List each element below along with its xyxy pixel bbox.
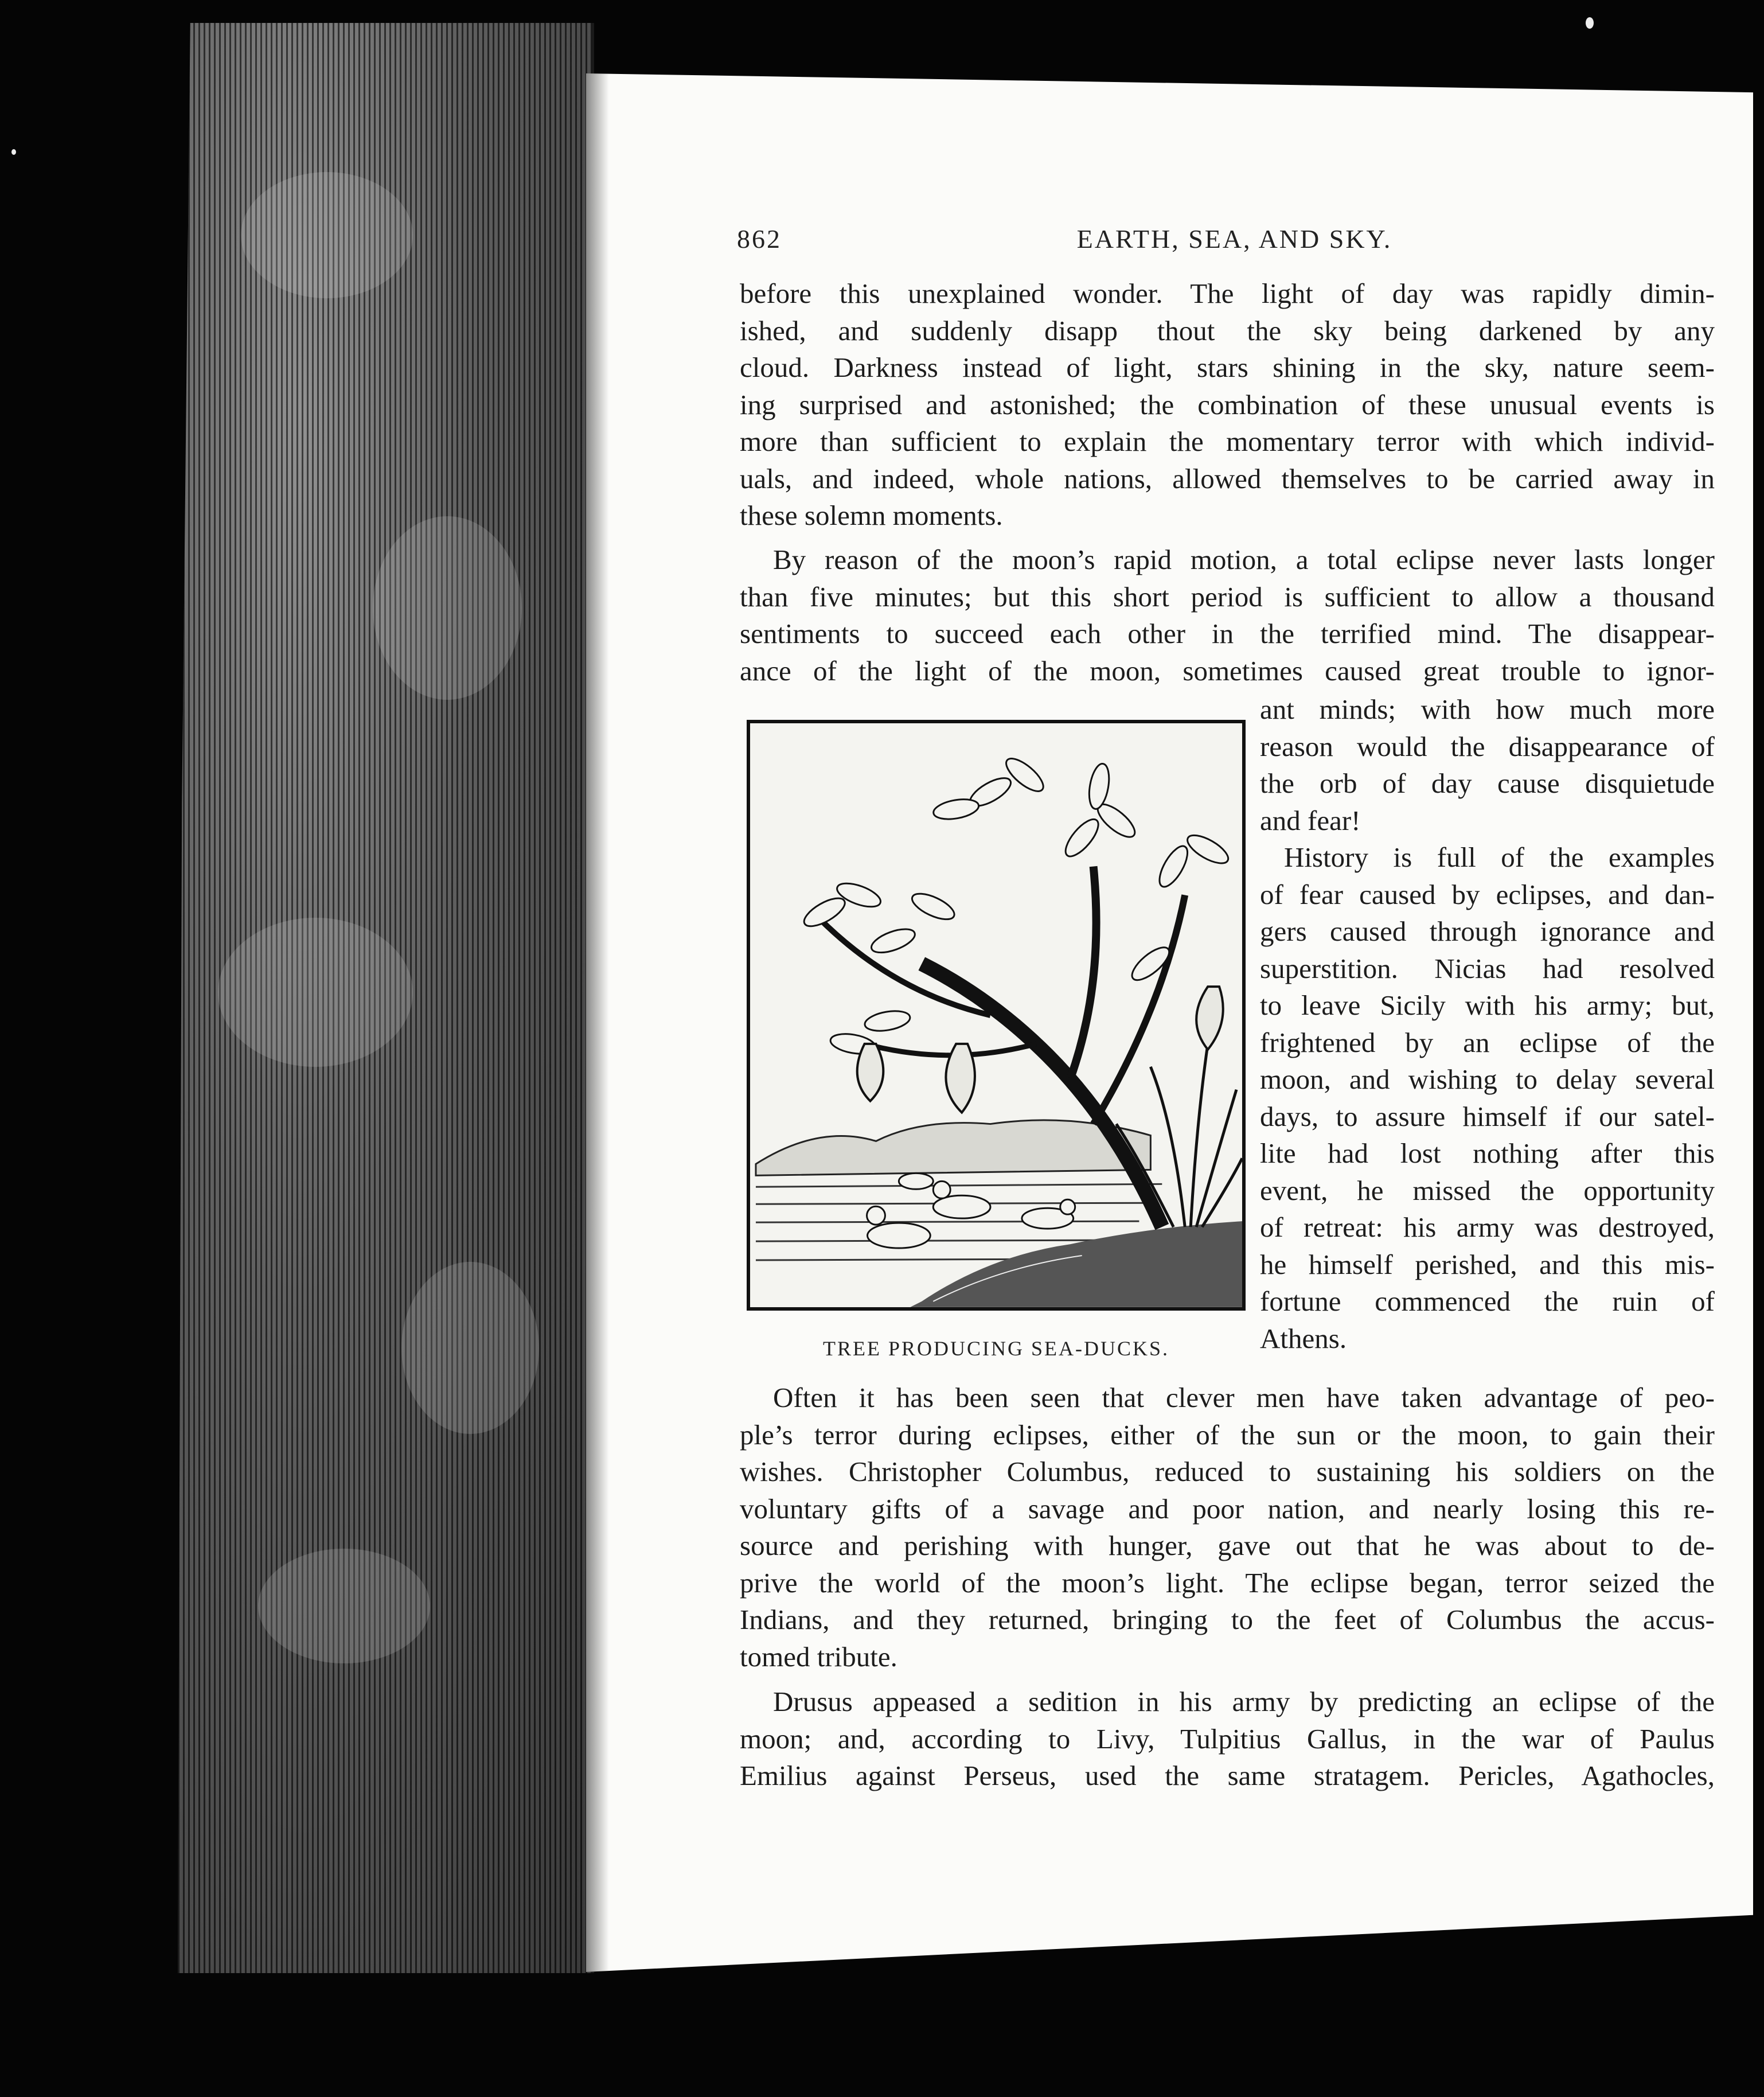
text-line: reason would the disappearance of	[1260, 730, 1715, 762]
text-line: ple’s terror during eclipses, either of the sun or the moon, to gain their	[740, 1418, 1715, 1451]
text-line: ance of the light of the moon, sometimes caused great trouble to ignor-	[740, 654, 1715, 687]
text-line: uals, and indeed, whole nations, allowed themselves to be carried away in	[740, 462, 1715, 494]
text-line: prive the world of the moon’s light. The eclipse began, terror seized the	[740, 1566, 1715, 1599]
text-line: the orb of day cause disquietude	[1260, 767, 1715, 799]
paragraph	[740, 1379, 1715, 1675]
side-column	[1260, 691, 1715, 1357]
text-line: gers caused through ignorance and	[1260, 915, 1715, 947]
text-line: moon; and, according to Livy, Tulpitius Gallus, in the war of Paulus	[740, 1722, 1715, 1755]
text-line: of fear caused by eclipses, and dan-	[1260, 878, 1715, 910]
text-line: ished, and suddenly disapp thout the sky being darkened by any	[740, 314, 1715, 346]
text-line: lite had lost nothing after this	[1260, 1137, 1715, 1169]
text-line: Drusus appeased a sedition in his army by predicting an eclipse of the	[773, 1686, 1715, 1717]
text-line: and fear!	[1260, 804, 1361, 836]
text-line: wishes. Christopher Columbus, reduced to sustaining his soldiers on the	[740, 1456, 1715, 1487]
text-line: sentiments to succeed each other in the terrified mind. The disappear-	[740, 618, 1715, 649]
text-line: ing surprised and astonished; the combination of these unusual events is	[740, 388, 1715, 420]
marbling	[241, 172, 413, 298]
text-line: before this unexplained wonder. The light of day was rapidly dimin-	[740, 278, 1715, 309]
paragraph	[740, 541, 1715, 689]
text-line: tomed tribute.	[740, 1640, 897, 1673]
marbling	[258, 1549, 430, 1663]
scan-speck	[11, 149, 16, 155]
text-line: moon, and wishing to delay several	[1260, 1063, 1715, 1095]
marbling	[218, 918, 413, 1067]
figure-caption: TREE PRODUCING SEA-DUCKS.	[822, 1337, 1170, 1360]
running-title: EARTH, SEA, AND SKY.	[1076, 224, 1392, 254]
gutter-shadow	[586, 73, 609, 1972]
text-line: of retreat: his army was destroyed,	[1260, 1211, 1715, 1243]
text-line: to leave Sicily with his army; but,	[1260, 989, 1715, 1021]
text-line: Often it has been seen that clever men have taken advantage of peo-	[773, 1382, 1715, 1413]
text-line: he himself perished, and this mis-	[1260, 1248, 1715, 1280]
text-line: event, he missed the opportunity	[1260, 1174, 1715, 1206]
text-line: Indians, and they returned, bringing to the feet of Columbus the accus-	[740, 1604, 1715, 1635]
text-line: days, to assure himself if our satel-	[1260, 1100, 1715, 1132]
text-line: frightened by an eclipse of the	[1260, 1026, 1715, 1058]
paragraph	[740, 1683, 1715, 1795]
marbling	[373, 516, 522, 700]
page-number: 862	[737, 224, 782, 254]
text-line: source and perishing with hunger, gave out that he was about to de-	[740, 1530, 1715, 1561]
text-line: History is full of the examples	[1284, 841, 1715, 873]
text-line: ant minds; with how much more	[1260, 693, 1715, 725]
text-line: Emilius against Perseus, used the same stratagem. Pericles, Agathocles,	[740, 1760, 1715, 1791]
paragraph	[740, 275, 1715, 535]
text-line: cloud. Darkness instead of light, stars shining in the sky, nature seem-	[740, 352, 1715, 383]
text-line: Athens.	[1260, 1322, 1347, 1354]
marbling	[401, 1262, 539, 1434]
text-line: superstition. Nicias had resolved	[1260, 952, 1715, 984]
scan-speck	[1586, 17, 1594, 29]
text-line: By reason of the moon’s rapid motion, a total eclipse never lasts longer	[773, 544, 1715, 575]
text-line: than five minutes; but this short period is sufficient to allow a thousand	[740, 580, 1715, 613]
text-line: fortune commenced the ruin of	[1260, 1285, 1715, 1317]
text-line: these solemn moments.	[740, 500, 1003, 531]
text-line: voluntary gifts of a savage and poor nation, and nearly losing this re-	[740, 1492, 1715, 1525]
woodcut-illustration	[747, 720, 1246, 1311]
text-line: more than sufficient to explain the momentary terror with which individ-	[740, 426, 1715, 457]
